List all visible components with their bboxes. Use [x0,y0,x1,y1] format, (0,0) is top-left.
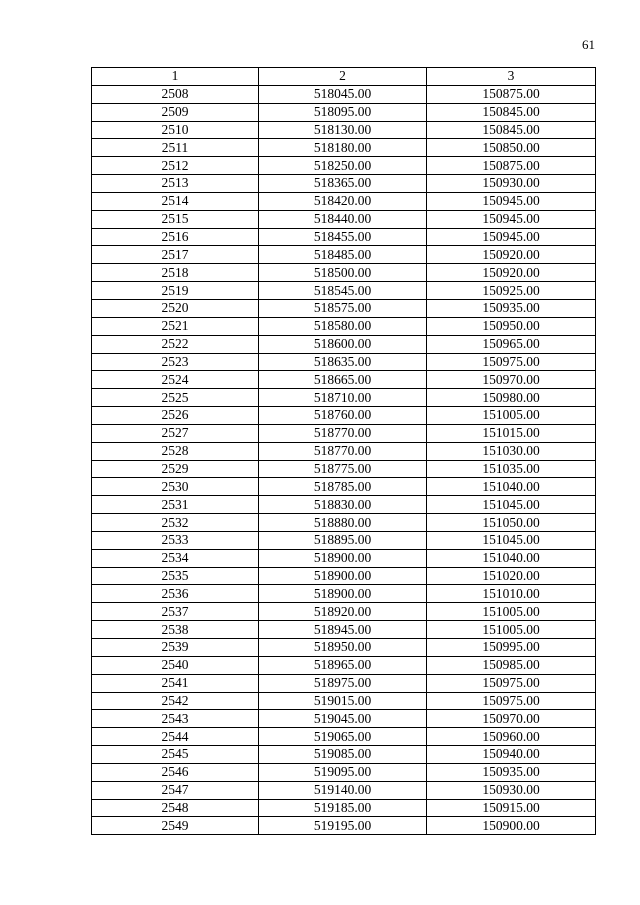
table-row [92,531,596,549]
y-coordinate-cell: 150850.00 [427,139,596,157]
point-number-cell: 2516 [92,228,259,246]
x-coordinate-cell: 518180.00 [259,139,427,157]
table-row [92,692,596,710]
y-coordinate-cell: 150940.00 [427,746,596,764]
y-coordinate-cell: 150975.00 [427,674,596,692]
y-coordinate-cell: 150995.00 [427,639,596,657]
x-coordinate-cell: 519185.00 [259,799,427,817]
x-coordinate-cell: 518420.00 [259,192,427,210]
x-coordinate-cell: 518440.00 [259,210,427,228]
table-row [92,175,596,193]
table-row [92,442,596,460]
y-coordinate-cell: 150845.00 [427,103,596,121]
y-coordinate-cell: 151035.00 [427,460,596,478]
x-coordinate-cell: 518455.00 [259,228,427,246]
x-coordinate-cell: 518880.00 [259,514,427,532]
y-coordinate-cell: 150925.00 [427,282,596,300]
x-coordinate-cell: 518600.00 [259,335,427,353]
y-coordinate-cell: 151005.00 [427,407,596,425]
x-coordinate-cell: 518895.00 [259,531,427,549]
point-number-cell: 2528 [92,442,259,460]
x-coordinate-cell: 518965.00 [259,656,427,674]
table-row [92,603,596,621]
y-coordinate-cell: 150945.00 [427,228,596,246]
table-row [92,299,596,317]
y-coordinate-cell: 150915.00 [427,799,596,817]
x-coordinate-cell: 518365.00 [259,175,427,193]
point-number-cell: 2525 [92,389,259,407]
table-row [92,317,596,335]
x-coordinate-cell: 518545.00 [259,282,427,300]
table-row [92,192,596,210]
x-coordinate-cell: 519140.00 [259,781,427,799]
table-row [92,514,596,532]
y-coordinate-cell: 150970.00 [427,371,596,389]
table-row [92,228,596,246]
x-coordinate-cell: 518900.00 [259,567,427,585]
y-coordinate-cell: 151030.00 [427,442,596,460]
x-coordinate-cell: 518920.00 [259,603,427,621]
y-coordinate-cell: 150875.00 [427,157,596,175]
y-coordinate-cell: 150965.00 [427,335,596,353]
x-coordinate-cell: 519045.00 [259,710,427,728]
point-number-cell: 2533 [92,531,259,549]
point-number-cell: 2524 [92,371,259,389]
y-coordinate-cell: 150930.00 [427,781,596,799]
point-number-cell: 2539 [92,639,259,657]
x-coordinate-cell: 518785.00 [259,478,427,496]
table-row [92,496,596,514]
point-number-cell: 2519 [92,282,259,300]
x-coordinate-cell: 518770.00 [259,424,427,442]
table-row [92,335,596,353]
x-coordinate-cell: 518775.00 [259,460,427,478]
table-header-row [92,68,596,86]
point-number-cell: 2543 [92,710,259,728]
table-row [92,85,596,103]
point-number-cell: 2548 [92,799,259,817]
table-row [92,585,596,603]
table-row [92,264,596,282]
table-row [92,656,596,674]
table-row [92,710,596,728]
point-number-cell: 2523 [92,353,259,371]
x-coordinate-cell: 519085.00 [259,746,427,764]
y-coordinate-cell: 151015.00 [427,424,596,442]
table-row [92,746,596,764]
point-number-cell: 2508 [92,85,259,103]
point-number-cell: 2546 [92,763,259,781]
x-coordinate-cell: 518250.00 [259,157,427,175]
y-coordinate-cell: 151010.00 [427,585,596,603]
table-row [92,728,596,746]
y-coordinate-cell: 150975.00 [427,353,596,371]
table-row [92,424,596,442]
column-header-3: 3 [427,68,596,86]
point-number-cell: 2522 [92,335,259,353]
point-number-cell: 2541 [92,674,259,692]
point-number-cell: 2510 [92,121,259,139]
x-coordinate-cell: 518760.00 [259,407,427,425]
y-coordinate-cell: 151045.00 [427,531,596,549]
x-coordinate-cell: 518950.00 [259,639,427,657]
point-number-cell: 2530 [92,478,259,496]
point-number-cell: 2511 [92,139,259,157]
column-header-1: 1 [92,68,259,86]
x-coordinate-cell: 519095.00 [259,763,427,781]
y-coordinate-cell: 150975.00 [427,692,596,710]
table-row [92,478,596,496]
x-coordinate-cell: 518710.00 [259,389,427,407]
table-row [92,210,596,228]
table-row [92,781,596,799]
table-row [92,282,596,300]
x-coordinate-cell: 518770.00 [259,442,427,460]
y-coordinate-cell: 151040.00 [427,478,596,496]
y-coordinate-cell: 151050.00 [427,514,596,532]
y-coordinate-cell: 150950.00 [427,317,596,335]
x-coordinate-cell: 518575.00 [259,299,427,317]
point-number-cell: 2529 [92,460,259,478]
table-row [92,549,596,567]
x-coordinate-cell: 518580.00 [259,317,427,335]
point-number-cell: 2544 [92,728,259,746]
x-coordinate-cell: 518900.00 [259,585,427,603]
x-coordinate-cell: 518500.00 [259,264,427,282]
point-number-cell: 2520 [92,299,259,317]
x-coordinate-cell: 519015.00 [259,692,427,710]
y-coordinate-cell: 151005.00 [427,621,596,639]
table-row [92,389,596,407]
y-coordinate-cell: 151040.00 [427,549,596,567]
page-number: 61 [582,37,595,52]
point-number-cell: 2517 [92,246,259,264]
y-coordinate-cell: 150900.00 [427,817,596,835]
y-coordinate-cell: 150935.00 [427,763,596,781]
point-number-cell: 2526 [92,407,259,425]
point-number-cell: 2538 [92,621,259,639]
point-number-cell: 2521 [92,317,259,335]
point-number-cell: 2540 [92,656,259,674]
y-coordinate-cell: 150875.00 [427,85,596,103]
point-number-cell: 2545 [92,746,259,764]
point-number-cell: 2514 [92,192,259,210]
y-coordinate-cell: 150845.00 [427,121,596,139]
table-row [92,460,596,478]
point-number-cell: 2547 [92,781,259,799]
y-coordinate-cell: 151045.00 [427,496,596,514]
y-coordinate-cell: 150970.00 [427,710,596,728]
x-coordinate-cell: 518945.00 [259,621,427,639]
y-coordinate-cell: 150985.00 [427,656,596,674]
table-row [92,639,596,657]
point-number-cell: 2512 [92,157,259,175]
x-coordinate-cell: 519195.00 [259,817,427,835]
table-body [92,85,596,834]
point-number-cell: 2518 [92,264,259,282]
x-coordinate-cell: 519065.00 [259,728,427,746]
y-coordinate-cell: 150930.00 [427,175,596,193]
table-row [92,353,596,371]
point-number-cell: 2532 [92,514,259,532]
table-row [92,157,596,175]
point-number-cell: 2531 [92,496,259,514]
coordinates-table [91,67,596,835]
y-coordinate-cell: 151020.00 [427,567,596,585]
x-coordinate-cell: 518485.00 [259,246,427,264]
table-row [92,103,596,121]
x-coordinate-cell: 518900.00 [259,549,427,567]
point-number-cell: 2542 [92,692,259,710]
table-row [92,407,596,425]
point-number-cell: 2537 [92,603,259,621]
table-row [92,674,596,692]
table-row [92,567,596,585]
y-coordinate-cell: 150945.00 [427,192,596,210]
table-row [92,817,596,835]
point-number-cell: 2515 [92,210,259,228]
x-coordinate-cell: 518830.00 [259,496,427,514]
table-row [92,139,596,157]
y-coordinate-cell: 150980.00 [427,389,596,407]
x-coordinate-cell: 518095.00 [259,103,427,121]
x-coordinate-cell: 518975.00 [259,674,427,692]
y-coordinate-cell: 150920.00 [427,246,596,264]
x-coordinate-cell: 518635.00 [259,353,427,371]
table-row [92,763,596,781]
x-coordinate-cell: 518130.00 [259,121,427,139]
table-row [92,371,596,389]
point-number-cell: 2509 [92,103,259,121]
y-coordinate-cell: 150960.00 [427,728,596,746]
column-header-2: 2 [259,68,427,86]
point-number-cell: 2513 [92,175,259,193]
point-number-cell: 2536 [92,585,259,603]
table-row [92,799,596,817]
point-number-cell: 2527 [92,424,259,442]
x-coordinate-cell: 518045.00 [259,85,427,103]
y-coordinate-cell: 150920.00 [427,264,596,282]
table-row [92,621,596,639]
y-coordinate-cell: 151005.00 [427,603,596,621]
point-number-cell: 2549 [92,817,259,835]
y-coordinate-cell: 150945.00 [427,210,596,228]
point-number-cell: 2534 [92,549,259,567]
y-coordinate-cell: 150935.00 [427,299,596,317]
x-coordinate-cell: 518665.00 [259,371,427,389]
table-row [92,121,596,139]
table-row [92,246,596,264]
point-number-cell: 2535 [92,567,259,585]
